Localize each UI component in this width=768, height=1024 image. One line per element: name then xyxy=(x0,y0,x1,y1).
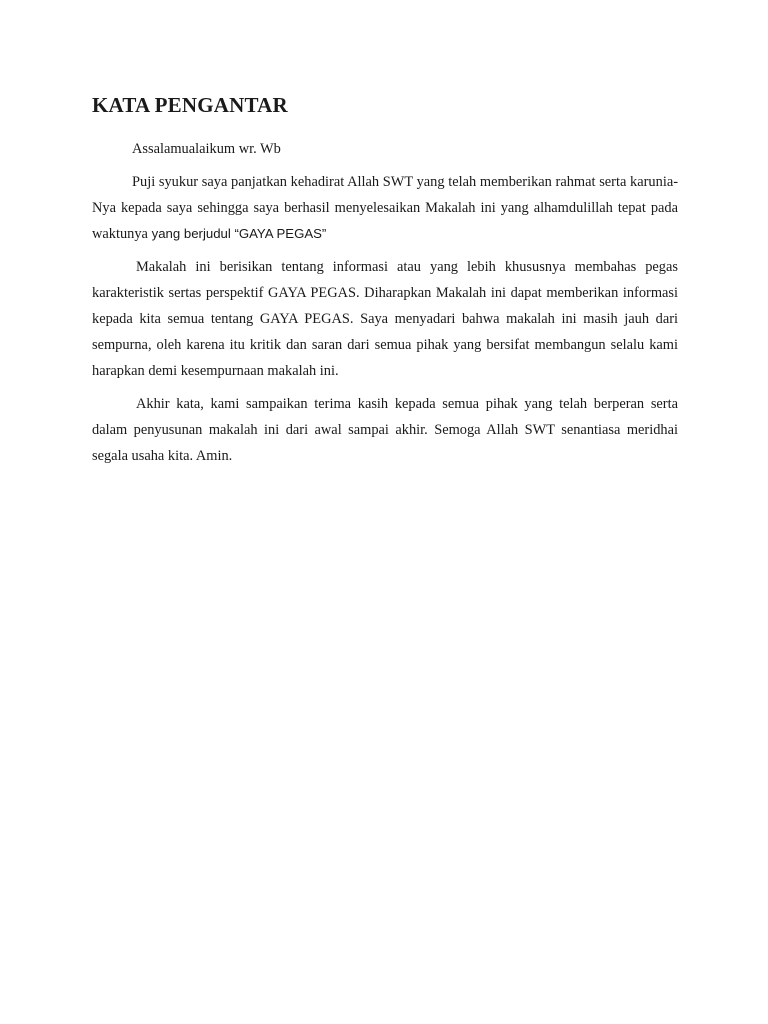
paragraph-opening-tail: yang berjudul “GAYA PEGAS” xyxy=(147,226,327,241)
greeting-line: Assalamualaikum wr. Wb xyxy=(132,141,281,157)
paragraph-opening xyxy=(92,169,678,247)
paragraph-content: Makalah ini berisikan tentang informasi atau yang lebih khususnya membahas pegas karakteristik sertas perspektif GAYA PEGAS. Diharapkan Makalah ini dapat memberikan informasi kepada kita semua tentang GAYA PEGAS. Saya menyadari bahwa makalah ini masih jauh dari sempurna, oleh karena itu kritik dan saran dari semua pihak yang bersifat membangun selalu kami harapkan demi kesempurnaan makalah ini. xyxy=(92,259,678,379)
document-body xyxy=(92,136,678,469)
page-title: KATA PENGANTAR xyxy=(92,93,288,117)
paragraph-closing: Akhir kata, kami sampaikan terima kasih kepada semua pihak yang telah berperan serta dalam penyusunan makalah ini dari awal sampai akhir. Semoga Allah SWT senantiasa meridhai segala usaha kita. Amin. xyxy=(92,396,678,464)
paragraph-opening-text: Puji syukur saya panjatkan kehadirat Allah SWT yang telah memberikan rahmat serta karunia-Nya kepada saya sehingga saya berhasil menyelesaikan Makalah ini yang alhamdulillah tepat pada waktunya xyxy=(92,174,678,242)
